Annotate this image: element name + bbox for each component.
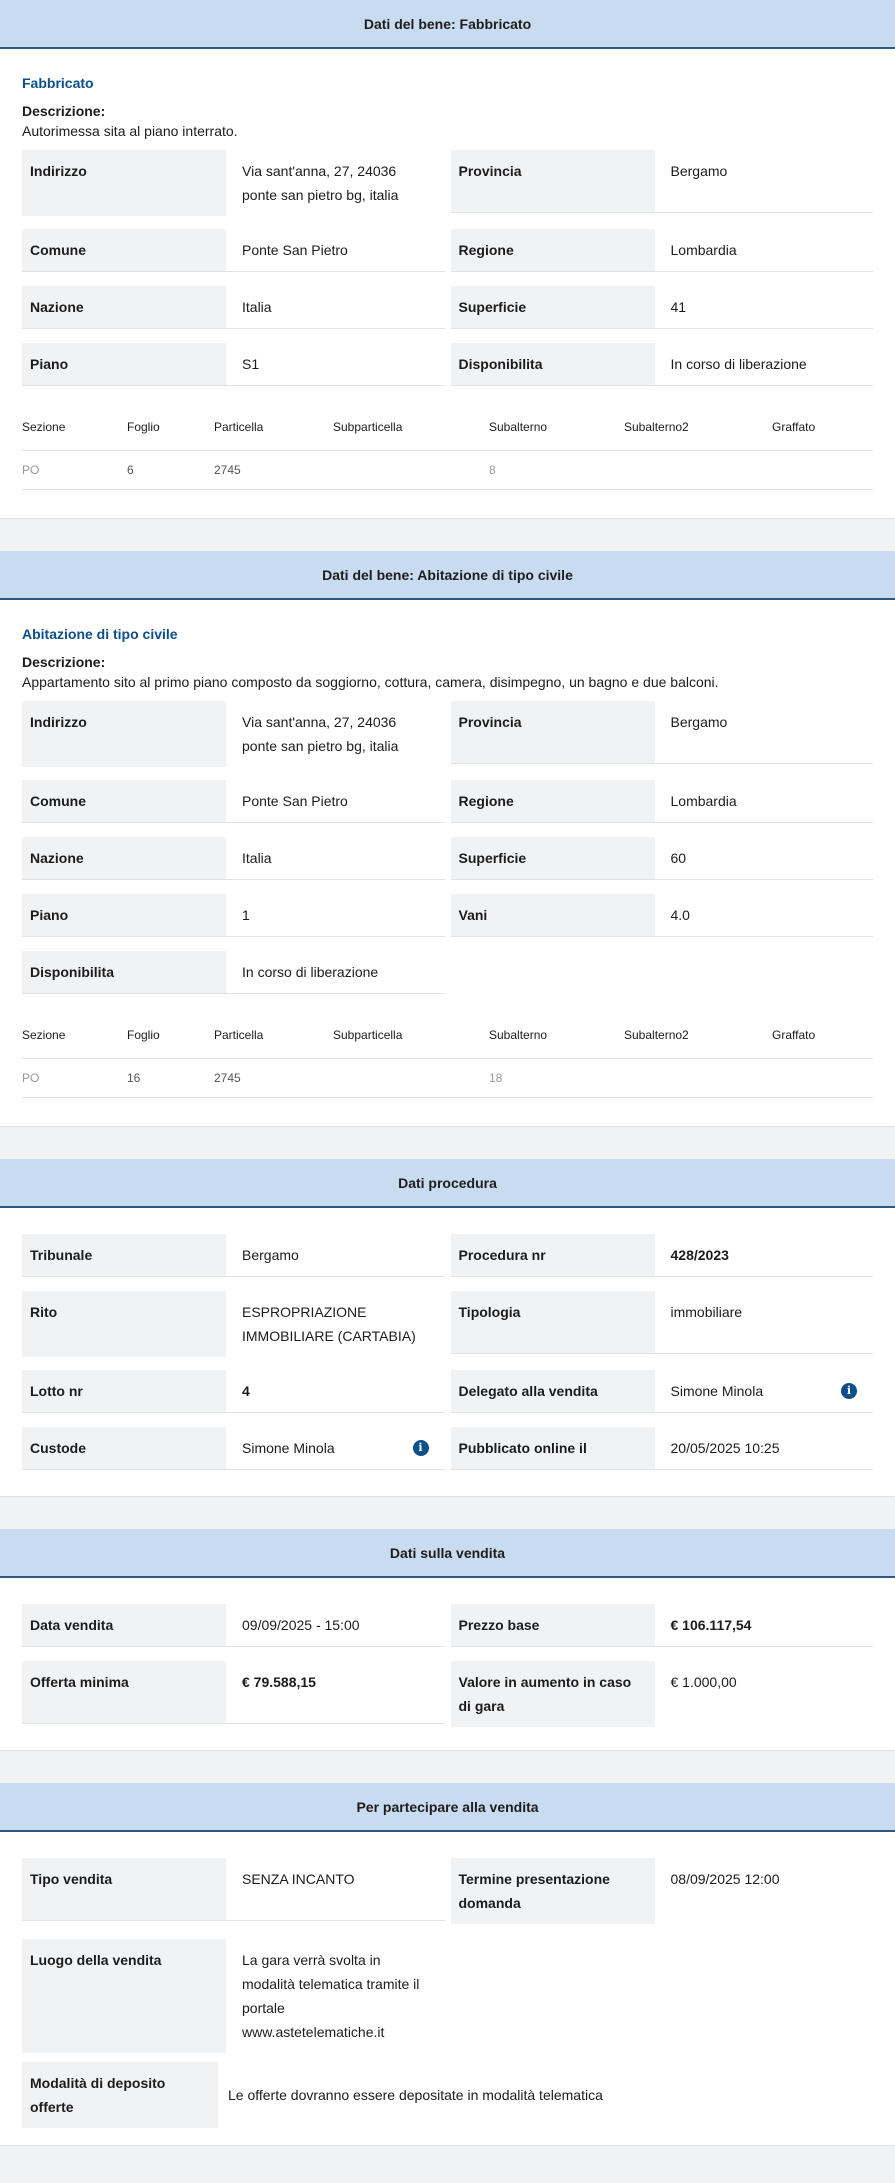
section-partecipare <box>0 1783 895 2146</box>
field-value: Via sant'anna, 27, 24036 ponte san pietro bg, italia <box>226 150 445 216</box>
field-value: 4 <box>226 1370 445 1412</box>
field-prezzo-base <box>451 1604 874 1647</box>
field-label: Rito <box>22 1291 226 1357</box>
subtitle: Fabbricato <box>22 75 94 91</box>
field-value: Bergamo <box>655 701 874 763</box>
field-delegato <box>451 1370 874 1413</box>
table-row <box>22 451 873 490</box>
field-label: Data vendita <box>22 1604 226 1646</box>
cell-sezione: PO <box>22 1071 40 1085</box>
field-custode <box>22 1427 445 1470</box>
field-value: ESPROPRIAZIONE IMMOBILIARE (CARTABIA) <box>226 1291 445 1357</box>
field-nazione <box>22 837 445 880</box>
cell-particella: 2745 <box>214 463 241 477</box>
info-icon[interactable]: i <box>413 1440 429 1456</box>
section-procedura <box>0 1159 895 1497</box>
field-modalita-deposito <box>22 2062 634 2125</box>
field-value: 20/05/2025 10:25 <box>655 1427 874 1469</box>
field-label: Pubblicato online il <box>451 1427 655 1469</box>
field-value: Le offerte dovranno essere depositate in modalità telematica <box>218 2062 634 2128</box>
field-value: 4.0 <box>655 894 874 936</box>
field-termine <box>451 1858 874 1921</box>
field-piano <box>22 894 445 937</box>
field-value: In corso di liberazione <box>655 343 874 385</box>
field-regione <box>451 780 874 823</box>
col-foglio: Foglio <box>127 420 160 434</box>
field-label: Regione <box>451 229 655 271</box>
description-text: Autorimessa sita al piano interrato. <box>22 123 238 139</box>
field-label: Comune <box>22 780 226 822</box>
field-value: S1 <box>226 343 445 385</box>
field-label: Piano <box>22 894 226 936</box>
col-subalterno: Subalterno <box>489 420 548 434</box>
col-subalterno2: Subalterno2 <box>624 420 689 434</box>
field-value: La gara verrà svolta in modalità telematica tramite il portale www.astetelematiche.it <box>226 1939 445 2053</box>
field-value: Lombardia <box>655 780 874 822</box>
cell-foglio: 6 <box>127 463 134 477</box>
field-label: Nazione <box>22 837 226 879</box>
field-value: immobiliare <box>655 1291 874 1353</box>
field-indirizzo <box>22 701 445 764</box>
section-spacer <box>0 519 895 551</box>
field-tribunale <box>22 1234 445 1277</box>
cell-sezione: PO <box>22 463 40 477</box>
field-pubblicato <box>451 1427 874 1470</box>
field-label: Valore in aumento in caso di gara <box>451 1661 655 1727</box>
field-label: Luogo della vendita <box>22 1939 226 2053</box>
field-label: Procedura nr <box>451 1234 655 1276</box>
cell-particella: 2745 <box>214 1071 241 1085</box>
field-label: Provincia <box>451 150 655 212</box>
field-label: Prezzo base <box>451 1604 655 1646</box>
field-luogo <box>22 1939 445 2048</box>
field-rito <box>22 1291 445 1354</box>
cadastral-table <box>22 404 873 518</box>
field-label: Tribunale <box>22 1234 226 1276</box>
field-label: Offerta minima <box>22 1661 226 1723</box>
field-superficie <box>451 837 874 880</box>
section-spacer <box>0 1127 895 1159</box>
field-value: Lombardia <box>655 229 874 271</box>
field-value: € 1.000,00 <box>655 1661 874 1727</box>
subtitle: Abitazione di tipo civile <box>22 626 178 642</box>
field-value: € 79.588,15 <box>226 1661 445 1723</box>
field-label: Vani <box>451 894 655 936</box>
section-vendita <box>0 1529 895 1751</box>
field-value: 60 <box>655 837 874 879</box>
field-value: 09/09/2025 - 15:00 <box>226 1604 445 1646</box>
section-fabbricato <box>0 0 895 519</box>
field-valore-aumento <box>451 1661 874 1724</box>
field-label: Disponibilita <box>451 343 655 385</box>
field-provincia <box>451 150 874 213</box>
info-icon[interactable]: i <box>841 1383 857 1399</box>
field-value: € 106.117,54 <box>655 1604 874 1646</box>
section-header: Dati sulla vendita <box>0 1529 895 1578</box>
field-value-wrap <box>226 1427 445 1469</box>
field-label: Disponibilita <box>22 951 226 993</box>
section-header: Per partecipare alla vendita <box>0 1783 895 1832</box>
field-value: SENZA INCANTO <box>226 1858 445 1920</box>
field-nazione <box>22 286 445 329</box>
field-value: In corso di liberazione <box>226 951 445 993</box>
field-value: Simone Minola <box>242 1440 335 1456</box>
section-spacer <box>0 1751 895 1783</box>
field-lotto-nr <box>22 1370 445 1413</box>
field-indirizzo <box>22 150 445 213</box>
col-sezione: Sezione <box>22 420 66 434</box>
field-offerta-minima <box>22 1661 445 1724</box>
cell-subalterno: 8 <box>489 463 496 477</box>
field-vani <box>451 894 874 937</box>
field-value: 08/09/2025 12:00 <box>655 1858 874 1924</box>
col-graffato: Graffato <box>772 420 816 434</box>
col-graffato: Graffato <box>772 1028 816 1042</box>
field-value: Bergamo <box>226 1234 445 1276</box>
col-subalterno: Subalterno <box>489 1028 548 1042</box>
section-spacer <box>0 1497 895 1529</box>
col-subalterno2: Subalterno2 <box>624 1028 689 1042</box>
field-value: Simone Minola <box>670 1383 764 1399</box>
field-value: 428/2023 <box>655 1234 874 1276</box>
field-label: Tipologia <box>451 1291 655 1353</box>
col-subparticella: Subparticella <box>333 420 403 434</box>
field-label: Modalità di deposito offerte <box>22 2062 218 2128</box>
field-comune <box>22 780 445 823</box>
field-label: Delegato alla vendita <box>451 1370 655 1412</box>
description-label: Descrizione: <box>22 654 106 670</box>
field-label: Custode <box>22 1427 226 1469</box>
description-label: Descrizione: <box>22 103 106 119</box>
field-label: Tipo vendita <box>22 1858 226 1920</box>
field-value: Ponte San Pietro <box>226 780 445 822</box>
col-particella: Particella <box>214 1028 264 1042</box>
cadastral-table <box>22 1012 873 1126</box>
field-tipo-vendita <box>22 1858 445 1921</box>
field-procedura-nr <box>451 1234 874 1277</box>
field-label: Nazione <box>22 286 226 328</box>
field-tipologia <box>451 1291 874 1354</box>
cadastral-header <box>22 1012 873 1059</box>
field-value: Ponte San Pietro <box>226 229 445 271</box>
field-label: Superficie <box>451 286 655 328</box>
cell-foglio: 16 <box>127 1071 141 1085</box>
field-label: Lotto nr <box>22 1370 226 1412</box>
field-label: Provincia <box>451 701 655 763</box>
field-disponibilita <box>22 951 445 994</box>
field-label: Indirizzo <box>22 150 226 216</box>
table-row <box>22 1059 873 1098</box>
cell-subalterno: 18 <box>489 1071 503 1085</box>
col-foglio: Foglio <box>127 1028 160 1042</box>
field-piano <box>22 343 445 386</box>
field-superficie <box>451 286 874 329</box>
field-value: Italia <box>226 837 445 879</box>
field-value: 41 <box>655 286 874 328</box>
field-label: Indirizzo <box>22 701 226 767</box>
description-text: Appartamento sito al primo piano composto da soggiorno, cottura, camera, disimpegno, un bagno e due balconi. <box>22 674 719 690</box>
col-subparticella: Subparticella <box>333 1028 403 1042</box>
field-label: Piano <box>22 343 226 385</box>
field-disponibilita <box>451 343 874 386</box>
field-value: 1 <box>226 894 445 936</box>
field-label: Regione <box>451 780 655 822</box>
cadastral-header <box>22 404 873 451</box>
field-data-vendita <box>22 1604 445 1647</box>
field-value: Italia <box>226 286 445 328</box>
section-header: Dati del bene: Abitazione di tipo civile <box>0 551 895 600</box>
field-provincia <box>451 701 874 764</box>
field-value: Bergamo <box>655 150 874 212</box>
field-value: Via sant'anna, 27, 24036 ponte san pietro bg, italia <box>226 701 445 767</box>
section-abitazione <box>0 551 895 1127</box>
field-value-wrap <box>655 1370 874 1412</box>
col-particella: Particella <box>214 420 264 434</box>
section-header: Dati del bene: Fabbricato <box>0 0 895 49</box>
field-label: Comune <box>22 229 226 271</box>
section-header: Dati procedura <box>0 1159 895 1208</box>
field-comune <box>22 229 445 272</box>
field-label: Termine presentazione domanda <box>451 1858 655 1924</box>
field-regione <box>451 229 874 272</box>
col-sezione: Sezione <box>22 1028 66 1042</box>
field-label: Superficie <box>451 837 655 879</box>
